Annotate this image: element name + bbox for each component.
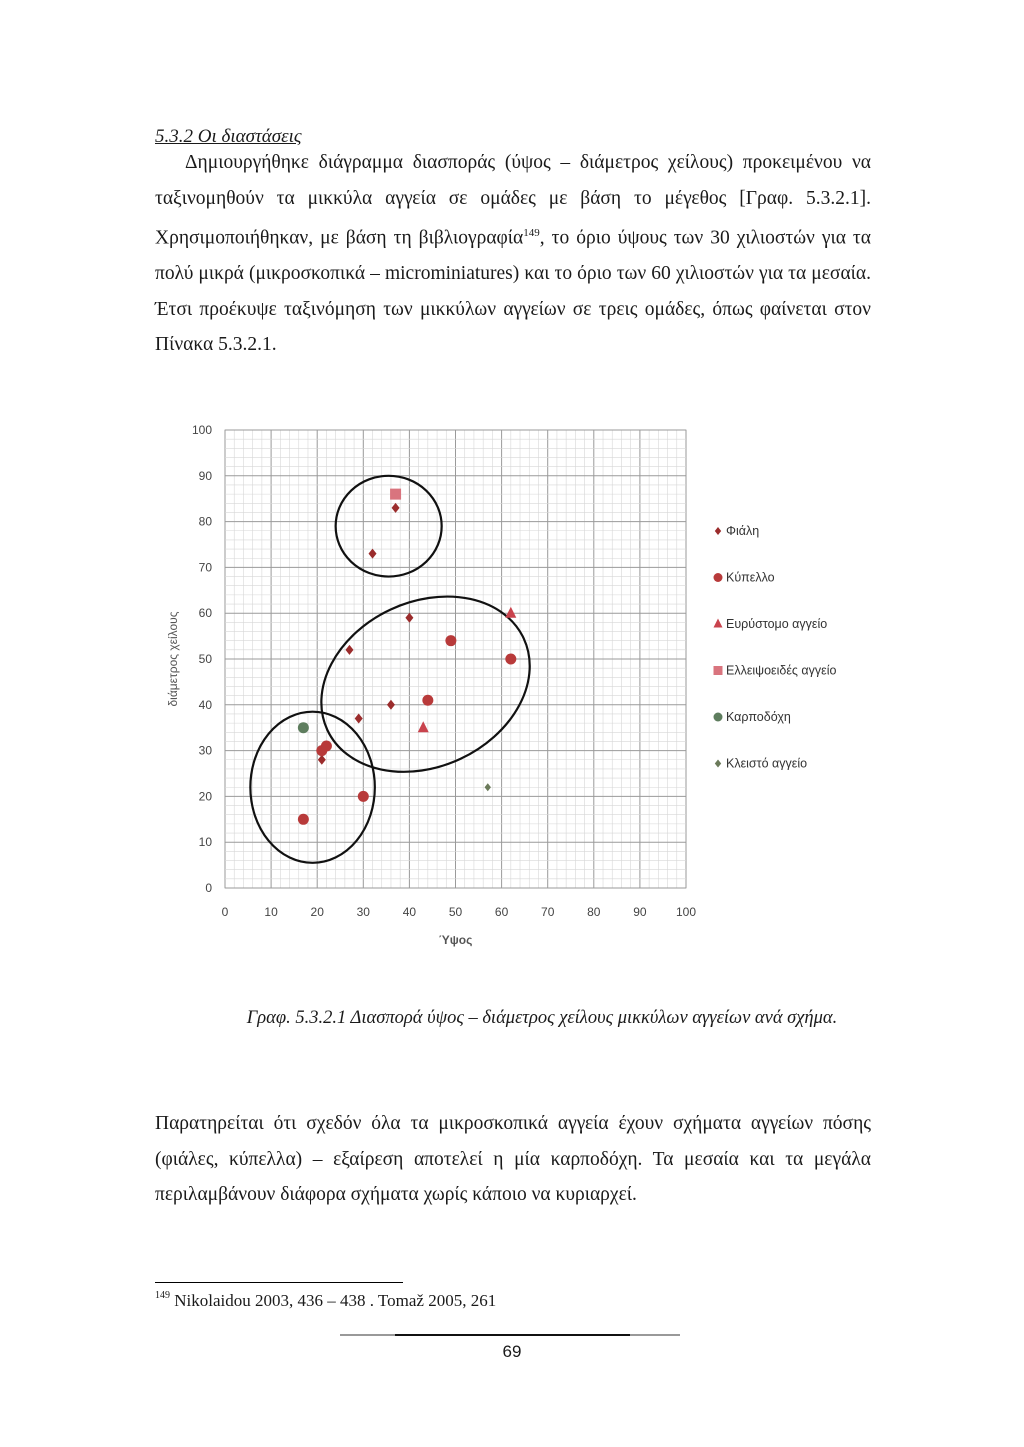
x-tick-label: 70 — [541, 905, 555, 919]
legend-label: Κλειστό αγγείο — [726, 756, 808, 771]
data-point — [358, 791, 369, 802]
legend-marker — [714, 619, 723, 628]
x-tick-label: 90 — [633, 905, 647, 919]
y-tick-label: 20 — [198, 789, 212, 804]
observation-paragraph — [155, 1106, 871, 1213]
y-tick-label: 100 — [191, 423, 212, 437]
y-tick-label: 90 — [198, 468, 212, 483]
data-point — [505, 654, 516, 665]
intro-text-start: Δημιουργήθηκε διάγραμμα διασποράς (ύψος – διάμετρος χείλους) προκειμένου να ταξινομηθούν τα μικκύλα αγγεία σε ομάδες με βάση το μέγεθος [Γραφ. 5.3.2.1]. Χρησιμοποιήθηκαν, με βάση τη βιβλιογραφία — [155, 152, 871, 249]
y-tick-label: 10 — [198, 835, 212, 850]
legend-marker — [714, 713, 723, 722]
footnote-ref: 149 — [523, 227, 540, 239]
data-point — [390, 489, 401, 500]
data-point — [321, 741, 332, 752]
x-tick-label: 30 — [356, 905, 370, 919]
data-point — [298, 814, 309, 825]
x-tick-label: 10 — [264, 905, 278, 919]
bottom-divider-dark — [395, 1334, 630, 1336]
legend-label: Φιάλη — [726, 524, 760, 538]
y-tick-label: 70 — [198, 560, 212, 575]
x-tick-label: 0 — [221, 905, 229, 919]
scatter-chart-svg — [150, 410, 870, 960]
x-tick-label: 100 — [675, 905, 697, 919]
x-tick-label: 50 — [448, 905, 463, 919]
x-tick-label: 80 — [587, 905, 601, 919]
y-tick-label: 30 — [198, 743, 212, 758]
y-tick-label: 60 — [198, 606, 212, 621]
scatter-chart — [150, 410, 870, 960]
intro-text-end: , το όριο ύψους των 30 χιλιοστών για τα πολύ μικρά (μικροσκοπικά – microminiatures) και το όριο των 60 χιλιοστών για τα μεσαία. Έτσι προέκυψε ταξινόμηση των μικκύλων αγγείων σε τρεις ομάδες, όπως φαίνεται στον Πίνακα 5.3.2.1. — [155, 227, 871, 355]
legend-marker — [715, 760, 721, 768]
y-tick-label: 50 — [198, 652, 212, 666]
footnote — [155, 1290, 496, 1311]
y-tick-label: 40 — [198, 697, 212, 712]
legend-label: Κύπελλο — [726, 570, 775, 585]
y-tick-label: 0 — [205, 881, 212, 895]
x-axis-title: Ύψος — [438, 933, 473, 947]
page-number: 69 — [502, 1342, 522, 1361]
legend-marker — [714, 573, 723, 582]
x-tick-label: 20 — [310, 905, 324, 919]
x-tick-label: 40 — [402, 905, 417, 919]
section-heading: 5.3.2 Οι διαστάσεις — [155, 126, 302, 147]
intro-paragraph — [155, 145, 871, 363]
legend-marker — [714, 666, 723, 675]
data-point — [298, 722, 309, 733]
data-point — [422, 695, 433, 706]
footnote-text: Nikolaidou 2003, 436 – 438 . Tomaž 2005, 261 — [174, 1291, 497, 1310]
y-tick-label: 80 — [198, 514, 212, 529]
y-axis-title: διάμετρος χείλους — [166, 611, 180, 707]
x-tick-label: 60 — [494, 905, 509, 919]
observation-text: Παρατηρείται ότι σχεδόν όλα τα μικροσκοπικά αγγεία έχουν σχήματα αγγείων πόσης (φιάλες, κύπελλα) – εξαίρεση αποτελεί η μία καρποδόχη. Τα μεσαία και τα μεγάλα περιλαμβάνουν διάφορα σχήματα χωρίς κάποιο να κυριαρχεί. — [155, 1113, 871, 1205]
figure-caption: Γραφ. 5.3.2.1 Διασπορά ύψος – διάμετρος χείλους μικκύλων αγγείων ανά σχήμα. — [246, 1008, 838, 1028]
data-point — [445, 635, 456, 646]
legend-marker — [715, 527, 721, 535]
legend-label: Ελλειψοειδές αγγείο — [726, 663, 837, 678]
footnote-rule — [155, 1282, 403, 1283]
legend-label: Ευρύστομο αγγείο — [726, 617, 828, 631]
footnote-marker: 149 — [155, 1290, 170, 1301]
legend-label: Καρποδόχη — [726, 710, 791, 724]
